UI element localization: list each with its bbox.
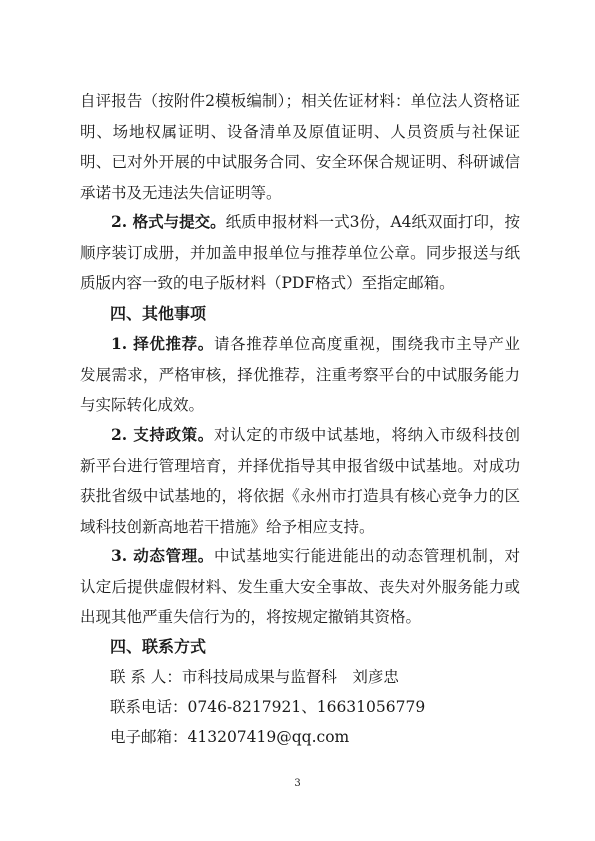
paragraph-text: 对认定的市级中试基地，将纳入市级科技创新平台进行管理培育，并择优指导其申报省级中试基地。对成功获批省级中试基地的，将依据《永州市打造具有核心竞争力的区域科技创新高地若干措施》给予相应支持。: [80, 426, 520, 536]
paragraph-text: 请各推荐单位高度重视，围绕我市主导产业发展需求，严格审核，择优推荐，注重考察平台的中试服务能力与实际转化成效。: [80, 335, 520, 414]
page-number: 3: [294, 778, 301, 789]
section-heading-other-matters: 四、其他事项: [110, 304, 207, 323]
paragraph-recommendation: [80, 329, 520, 421]
paragraph-lead: 3. 动态管理。: [111, 546, 214, 565]
paragraph-self-assessment: 自评报告（按附件2模板编制）；相关佐证材料：单位法人资格证明、场地权属证明、设备清单及原值证明、人员资质与社保证明、已对外开展的中试服务合同、安全环保合规证明、科研诚信承诺书及无违法失信证明等。: [80, 92, 520, 202]
contact-person: 联 系 人：市科技局成果与监督科 刘彦忠: [110, 668, 399, 686]
paragraph-support-policy: [80, 420, 520, 542]
contact-phone: 联系电话：0746-8217921、16631056779: [110, 698, 426, 716]
paragraph-dynamic-management: [80, 541, 520, 633]
section-heading-contact: 四、联系方式: [110, 637, 207, 656]
paragraph-text: 纸质申报材料一式3份，A4纸双面打印，按顺序装订成册，并加盖申报单位与推荐单位公章。同步报送与纸质版内容一致的电子版材料（PDF格式）至指定邮箱。: [80, 213, 520, 292]
paragraph-format-submission: [80, 207, 520, 299]
contact-email: 电子邮箱：413207419@qq.com: [110, 728, 350, 746]
paragraph-text: 中试基地实行能进能出的动态管理机制，对认定后提供虚假材料、发生重大安全事故、丧失对外服务能力或出现其他严重失信行为的，将按规定撤销其资格。: [80, 547, 520, 626]
paragraph-lead: 2. 格式与提交。: [111, 212, 226, 231]
paragraph-lead: 2. 支持政策。: [111, 425, 214, 444]
paragraph-lead: 1. 择优推荐。: [111, 334, 214, 353]
